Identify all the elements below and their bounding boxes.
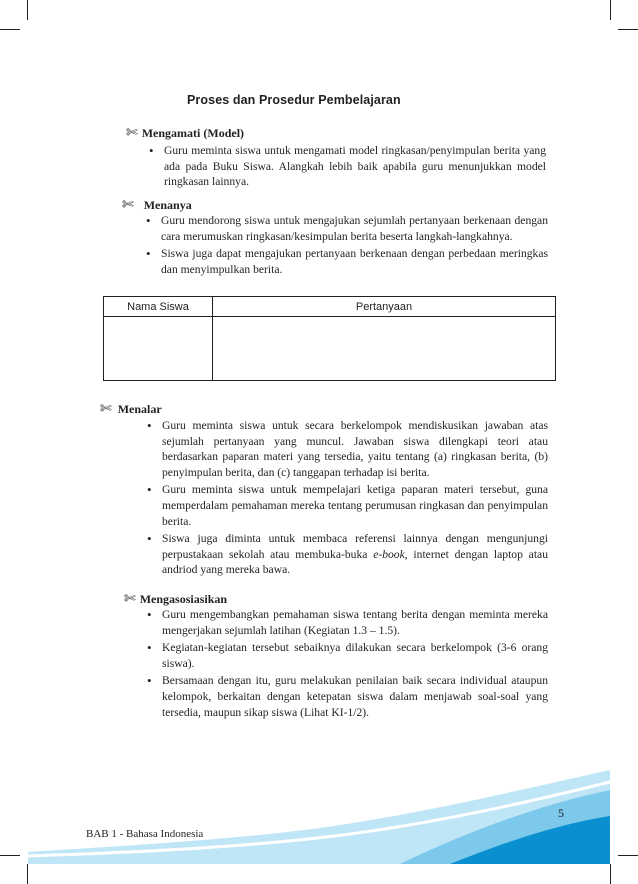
scissors-icon: ✄ — [126, 126, 138, 141]
italic-ebook: e-book — [373, 547, 405, 561]
wave-decoration — [0, 760, 610, 864]
scissors-icon: ✄ — [124, 592, 136, 607]
list-item: • Siswa juga diminta untuk membaca referensi lainnya dengan mengunjungi perpustakaan sekolah atau membuka-buka e-book, internet dengan laptop atau andriod yang mereka bawa. — [146, 531, 548, 578]
list-item: • Guru mendorong siswa untuk mengajukan sejumlah pertanyaan berkenaan dengan cara merumuskan ringkasan/kesimpulan berita beserta langkah-langkahnya. — [145, 213, 548, 244]
table-header-nama-siswa: Nama Siswa — [104, 297, 213, 317]
menalar-list — [146, 418, 548, 580]
footer-chapter: BAB 1 - Bahasa Indonesia — [86, 828, 204, 840]
scissors-icon: ✄ — [100, 402, 112, 417]
question-table — [103, 296, 556, 381]
page-number: 5 — [558, 806, 564, 820]
mengamati-list — [148, 143, 546, 192]
section-title-mengamati: ✄ Mengamati (Model) — [126, 126, 245, 141]
table-row — [104, 317, 556, 381]
crop-mark-br-v — [610, 864, 611, 884]
list-item: • Guru meminta siswa untuk mengamati model ringkasan/penyimpulan berita yang ada pada Buku Siswa. Alangkah lebih baik apabila guru menunjukkan model ringkasan lainnya. — [148, 143, 546, 190]
mengasosiasikan-list — [146, 607, 548, 722]
section-title-menanya: ✄ Menanya — [122, 198, 192, 213]
table-cell-pertanyaan[interactable] — [213, 317, 556, 381]
crop-mark-tl-h — [0, 29, 20, 30]
list-item: • Kegiatan-kegiatan tersebut sebaiknya dilakukan secara berkelompok (3-6 orang siswa). — [146, 640, 548, 671]
menanya-list — [145, 213, 548, 279]
list-item: • Guru meminta siswa untuk secara berkelompok mendiskusikan jawaban atas sejumlah pertanyaan yang muncul. Jawaban siswa dilengkapi teori atau berdasarkan paparan materi yang tersedia, yaitu tentang (a) ringkasan berita, (b) penyimpulan berita, dan (c) tanggapan terhadap isi berita. — [146, 418, 548, 480]
list-item: • Bersamaan dengan itu, guru melakukan penilaian baik secara individual ataupun kelompok, berkaitan dengan ketepatan siswa dalam menjawab soal-soal yang tersedia, maupun sikap siswa (Lihat KI-1/2). — [146, 673, 548, 720]
scissors-icon: ✄ — [122, 198, 134, 213]
list-item: • Guru meminta siswa untuk mempelajari ketiga paparan materi tersebut, guna memperdalam pemahaman mereka tentang perumusan ringkasan dan penyimpulan berita. — [146, 482, 548, 529]
list-item: • Siswa juga dapat mengajukan pertanyaan berkenaan dengan perbedaan meringkas dan menyimpulkan berita. — [145, 246, 548, 277]
crop-mark-br-h — [618, 855, 638, 856]
table-cell-nama[interactable] — [104, 317, 213, 381]
list-item: • Guru mengembangkan pemahaman siswa tentang berita dengan meminta mereka mengerjakan sejumlah latihan (Kegiatan 1.3 – 1.5). — [146, 607, 548, 638]
table-header-pertanyaan: Pertanyaan — [213, 297, 556, 317]
page-heading: Proses dan Prosedur Pembelajaran — [187, 93, 401, 107]
crop-mark-tr-v — [610, 0, 611, 20]
table-header-row — [104, 297, 556, 317]
crop-mark-tr-h — [618, 29, 638, 30]
crop-mark-tl-v — [27, 0, 28, 20]
section-title-menalar: ✄ Menalar — [100, 402, 162, 417]
crop-mark-bl-v — [27, 864, 28, 884]
section-title-mengasosiasikan: ✄ Mengasosiasikan — [124, 592, 228, 607]
